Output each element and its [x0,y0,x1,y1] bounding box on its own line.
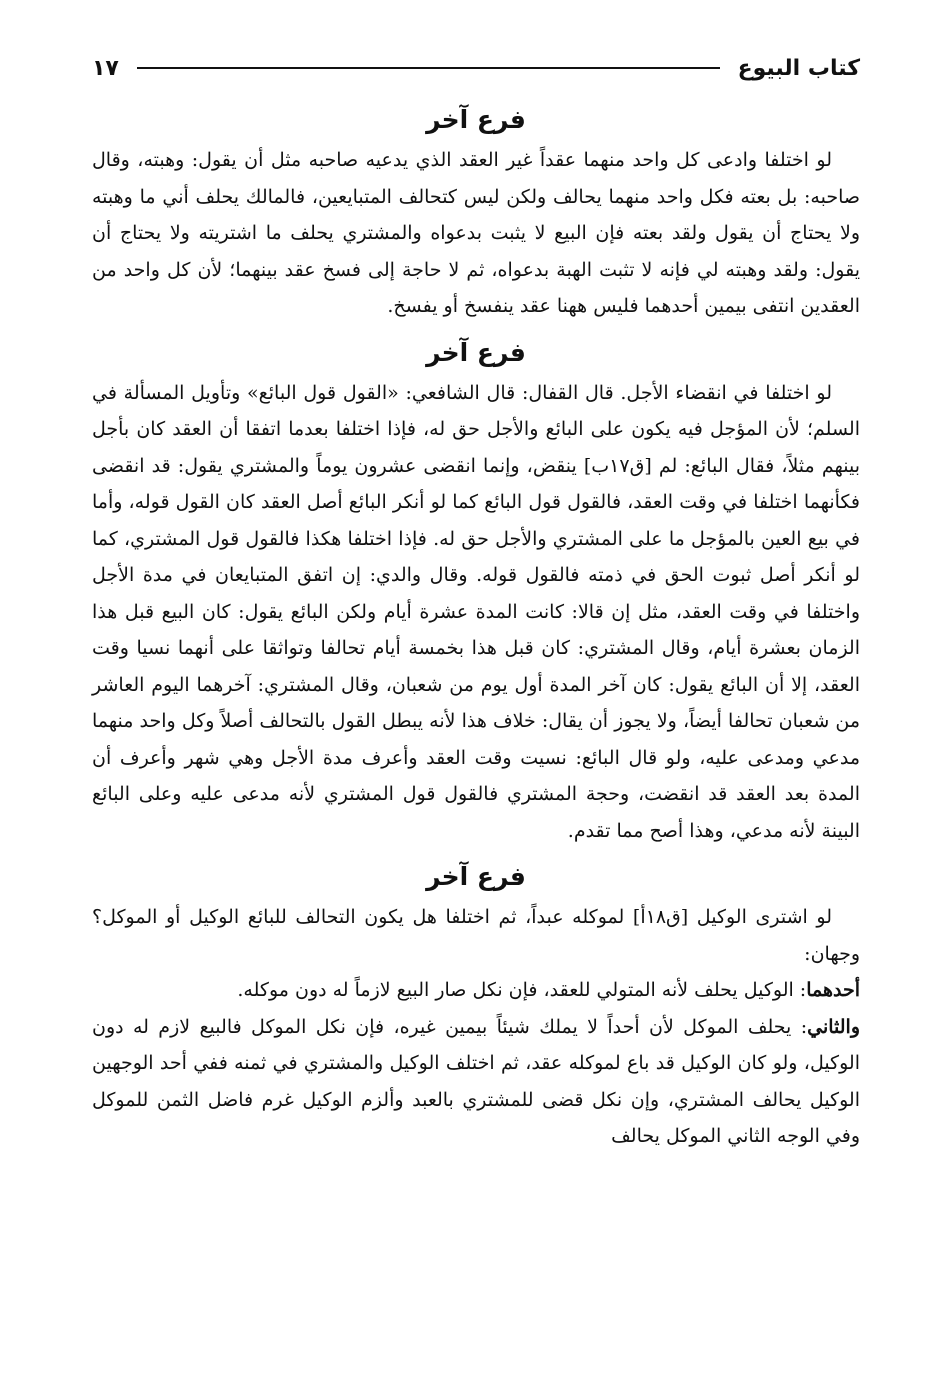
point-text: : يحلف الموكل لأن أحداً لا يملك شيئاً بيمين غيره، فإن نكل الموكل فالبيع لازم له دون الوكيل، ولو كان الوكيل قد باع لموكله عقد، ثم اختلف الوكيل والمشتري في ثمنه ففي أحد الوجهين الوكيل يحالف المشتري، وإن نكل قضى للمشتري بالعبد وألزم الوكيل غرم فاضل الثمن للموكل وفي الوجه الثاني الموكل يحالف [92,1015,860,1147]
section-heading-2: فرع آخر [426,337,526,367]
point-second [92,1009,860,1155]
paragraph: لو اختلفا في انقضاء الأجل. قال القفال: قال الشافعي: «القول قول البائع» وتأويل المسألة في السلم؛ لأن المؤجل فيه يكون على البائع والأجل حق له، فإذا اختلفا بعدما اتفقا أن العقد كان بأجل بينهم مثلاً، فقال البائع: لم [ق١٧ب] ينقض، وإنما انقضى عشرون يوماً والمشتري يقول: قد انقضى فكأنهما اختلفا في وقت العقد، فالقول قول البائع كما لو أنكر البائع أصل العقد كان القول قوله، وأما في بيع العين بالمؤجل ما على المشتري والأجل حق له. فإذا اختلفا هكذا فالقول قول المشتري، كما لو أنكر أصل ثبوت الحق في ذمته فالقول قوله. وقال والدي: إن اتفق المتبايعان في مدة الأجل واختلفا في وقت العقد، مثل إن قالا: كانت المدة عشرة أيام ولكن البائع يقول: كان البيع قبل هذا الزمان بعشرة أيام، وقال المشتري: كان قبل هذا بخمسة أيام تحالفا وتواثقا على أنهما نسيا وقت العقد، إلا أن البائع يقول: كان آخر المدة أول يوم من شعبان، وقال المشتري: آخرهما اليوم العاشر من شعبان تحالفا أيضاً، ولا يجوز أن يقال: خلاف هذا لأنه يبطل القول بالتحالف أصلاً وكل واحد منهما مدعي ومدعى عليه، ولو قال البائع: نسيت وقت العقد وأعرف مدة الأجل وهي شهر وأعرف أن المدة بعد العقد قد انقضت، وحجة المشتري فالقول قول المشتري لأنه مدعى عليه وعلى البائع البينة لأنه مدعي، وهذا أصح مما تقدم. [92,381,860,842]
running-title: كتاب البيوع [737,55,860,81]
section-heading-1: فرع آخر [426,105,526,134]
section-heading-3: فرع آخر [426,862,526,891]
point-text: : الوكيل يحلف لأنه المتولي للعقد، فإن نكل صار البيع لازماً له دون موكله. [237,979,807,1001]
paragraph: لو اختلفا وادعى كل واحد منهما عقداً غير العقد الذي يدعيه صاحبه مثل أن يقول: وهبته، وقال صاحبه: بل بعته فكل واحد منهما يحالف ولكن ليس كتحالف المتبايعين، فالمالك يحلف أني ما وهبته ولا يحتاج أن يقول ولقد بعته فإن البيع لا يثبت بدعواه والمشتري يحلف ما اشتريته ولا يحتاج أن يقول: ولقد وهبته لي فإنه لا تثبت الهبة بدعواه، ثم لا حاجة إلى فسخ عقد بينهما؛ لأن كل واحد من العقدين انتفى بيمين أحدهما فليس ههنا عقد ينفسخ أو يفسخ. [92,149,860,317]
point-lead: والثاني [807,1015,860,1038]
header-rule [137,67,720,69]
running-header [92,48,860,88]
point-lead: أحدهما [806,979,860,1001]
paragraph: لو اشترى الوكيل [ق١٨أ] لموكله عبداً، ثم اختلفا هل يكون التحالف للبائع الوكيل أو الموكل؟ وجهان: [92,906,860,965]
point-first [92,972,860,1009]
page-number: ١٧ [92,55,119,81]
